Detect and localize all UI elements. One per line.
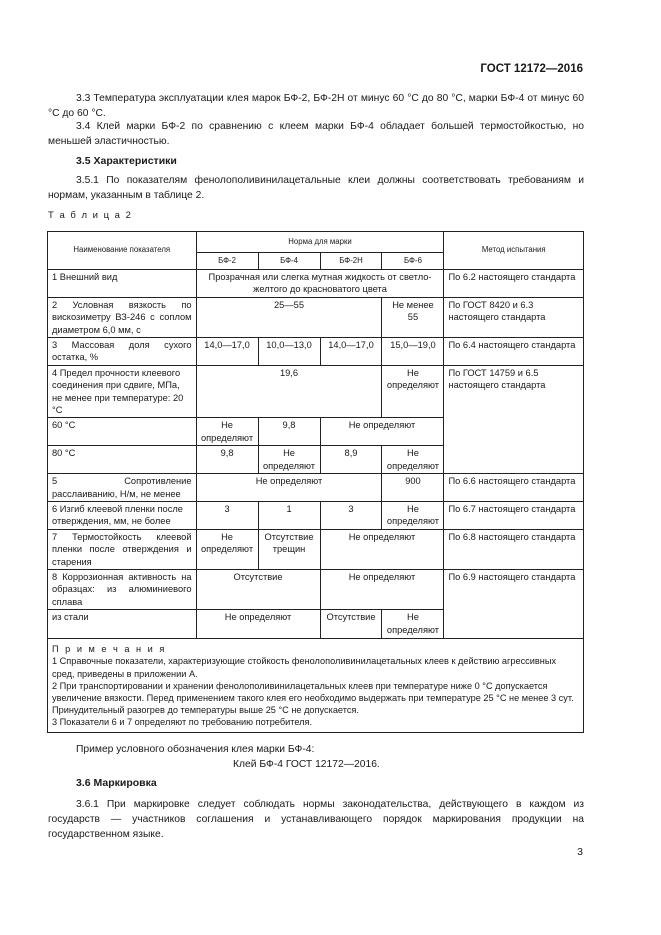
row-method: По 6.2 настоящего стандарта <box>444 270 584 298</box>
characteristics-table <box>47 231 584 733</box>
table-row <box>48 474 584 502</box>
row-method: По ГОСТ 14759 и 6.5 настоящего стандарта <box>444 365 584 473</box>
row-name: 8 Коррозионная активность на образцах: из алюминиевого сплава <box>48 569 197 609</box>
row-name: 3 Массовая доля сухого остатка, % <box>48 338 197 366</box>
designation-example <box>48 742 584 772</box>
page-number: 3 <box>577 846 583 858</box>
paragraph-text: 3.5.1 По показателям фенолополивинилацетальные клеи должны соответствовать требованиям и нормам, указанным в таблице 2. <box>48 175 584 201</box>
row-value: Не определяют <box>382 610 444 639</box>
row-value: Отсутствие <box>196 569 320 609</box>
document-code: ГОСТ 12172—2016 <box>480 63 583 75</box>
row-value: 8,9 <box>320 446 382 474</box>
header-name: Наименование показателя <box>48 232 197 270</box>
row-value: Не определяют <box>320 418 444 446</box>
notes-title: П р и м е ч а н и я <box>52 644 167 655</box>
row-value: 14,0—17,0 <box>196 338 258 366</box>
paragraph-3-3 <box>48 91 584 121</box>
table-row <box>48 569 584 609</box>
paragraph-3-5-1 <box>48 173 584 203</box>
row-value: Не определяют <box>258 446 320 474</box>
header-brand: БФ-2Н <box>320 253 382 270</box>
row-value: Не определяют <box>382 365 444 418</box>
table-row <box>48 501 584 529</box>
row-value: 19,6 <box>196 365 382 418</box>
row-value: Прозрачная или слегка мутная жидкость от светло-желтого до красноватого цвета <box>196 270 444 298</box>
row-method: По 6.4 настоящего стандарта <box>444 338 584 366</box>
section-title: 3.5 Характеристики <box>76 155 177 167</box>
paragraph-text: 3.6.1 При маркировке следует соблюдать нормы законодательства, действующего в каждом из государств — участников соглашения и устанавливающего порядок маркирования продукции на государственном языке. <box>48 799 584 840</box>
paragraph-3-4 <box>48 119 584 149</box>
row-value: Не определяют <box>196 529 258 569</box>
row-value: Отсутствие трещин <box>258 529 320 569</box>
paragraph-text: 3.3 Температура эксплуатации клея марок БФ-2, БФ-2Н от минус 60 °С до 80 °С, марки БФ-4 от минус 60 °С до 60 °С. <box>48 93 584 119</box>
section-3-5-title <box>48 154 584 169</box>
table-caption: Т а б л и ц а 2 <box>48 210 133 221</box>
example-intro: Пример условного обозначения клея марки БФ-4: <box>76 744 315 755</box>
row-value: Отсутствие <box>320 610 382 639</box>
row-value: Не определяют <box>382 446 444 474</box>
table-row <box>48 365 584 418</box>
header-method: Метод испытания <box>444 232 584 270</box>
row-value: Не определяют <box>320 569 444 609</box>
row-value: Не определяют <box>320 529 444 569</box>
example-designation: Клей БФ-4 ГОСТ 12172—2016. <box>233 759 380 770</box>
row-name: 2 Условная вязкость по вискозиметру ВЗ-246 с соплом диаметром 6,0 мм, с <box>48 297 197 337</box>
header-norm: Норма для марки <box>196 232 444 253</box>
row-value: Не менее 55 <box>382 297 444 337</box>
row-value: 900 <box>382 474 444 502</box>
header-brand: БФ-4 <box>258 253 320 270</box>
note-item: 2 При транспортировании и хранении фенолополивинилацетальных клеев при температуре ниже 0 °С допускается увеличение вязкости. Перед применением такого клея его необходимо выдержать при температуре 25 °С не менее 3 сут. Принудительный разогрев до температуры выше 25 °С не допускается. <box>52 680 574 716</box>
section-title: 3.6 Маркировка <box>76 777 157 789</box>
row-name: 5 Сопротивление расслаиванию, Н/м, не менее <box>48 474 197 502</box>
row-method: По ГОСТ 8420 и 6.3 настоящего стандарта <box>444 297 584 337</box>
row-name: 60 °С <box>48 418 197 446</box>
section-3-6-title <box>48 776 584 791</box>
paragraph-text: 3.4 Клей марки БФ-2 по сравнению с клеем марки БФ-4 обладает большей термостойкостью, но меньшей эластичностью. <box>48 121 584 147</box>
row-value: 3 <box>320 501 382 529</box>
row-value: Не определяют <box>382 501 444 529</box>
row-name: 4 Предел прочности клеевого соединения при сдвиге, МПа, не менее при температуре: 20 °С <box>48 365 197 418</box>
row-value: Не определяют <box>196 474 382 502</box>
row-method: По 6.8 настоящего стандарта <box>444 529 584 569</box>
table-header-row <box>48 232 584 253</box>
header-brand: БФ-6 <box>382 253 444 270</box>
row-name: 1 Внешний вид <box>48 270 197 298</box>
table-row <box>48 270 584 298</box>
row-name: 6 Изгиб клеевой пленки после отверждения, мм, не более <box>48 501 197 529</box>
row-value: 3 <box>196 501 258 529</box>
row-name: 7 Термостойкость клеевой пленки после отверждения и старения <box>48 529 197 569</box>
row-name: 80 °С <box>48 446 197 474</box>
row-value: 14,0—17,0 <box>320 338 382 366</box>
row-value: 9,8 <box>258 418 320 446</box>
row-value: Не определяют <box>196 418 258 446</box>
row-name: из стали <box>48 610 197 639</box>
row-method: По 6.7 настоящего стандарта <box>444 501 584 529</box>
row-method: По 6.9 настоящего стандарта <box>444 569 584 638</box>
table-notes-row <box>48 639 584 732</box>
table-row <box>48 529 584 569</box>
row-value: 1 <box>258 501 320 529</box>
row-value: Не определяют <box>196 610 320 639</box>
note-item: 1 Справочные показатели, характеризующие стойкость фенолополивинилацетальных клеев к действию агрессивных сред, приведены в приложении А. <box>52 656 557 679</box>
row-value: 10,0—13,0 <box>258 338 320 366</box>
table-notes <box>48 639 584 732</box>
table-row <box>48 297 584 337</box>
table-row <box>48 338 584 366</box>
row-method: По 6.6 настоящего стандарта <box>444 474 584 502</box>
paragraph-3-6-1 <box>48 797 584 842</box>
row-value: 9,8 <box>196 446 258 474</box>
note-item: 3 Показатели 6 и 7 определяют по требованию потребителя. <box>52 717 313 728</box>
row-value: 15,0—19,0 <box>382 338 444 366</box>
header-brand: БФ-2 <box>196 253 258 270</box>
row-value: 25—55 <box>196 297 382 337</box>
